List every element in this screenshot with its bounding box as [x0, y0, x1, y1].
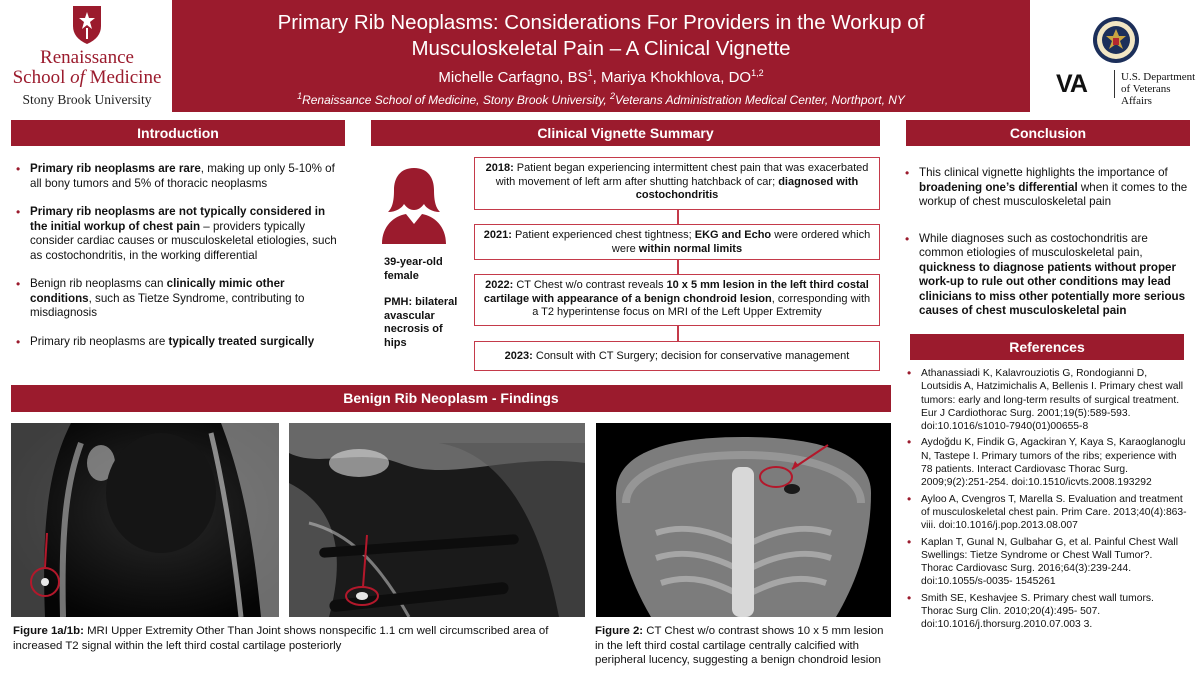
timeline-connector [677, 326, 679, 341]
intro-bullet-3: • Benign rib neoplasms can clinically mimic other conditions, such as Tietze Syndrome, contributing to misdiagnosis [14, 277, 344, 321]
affiliations: $^1$Renaissance School of Medicine, Stony Brook University, $^2$Veterans Administration Medical Center, Northport, NY [297, 91, 905, 107]
figure-1-caption: Figure 1a/1b: MRI Upper Extremity Other Than Joint shows nonspecific 1.1 cm well circumscribed area of increased T2 signal within the left third costal cartilage posteriorly [13, 625, 549, 652]
title-band [172, 0, 1030, 112]
va-seal-icon [1092, 16, 1140, 64]
logo-line-renaissance: Renaissance [40, 47, 134, 68]
timeline-2022: 2022: CT Chest w/o contrast reveals 10 x 5 mm lesion in the left third costal cartilage with appearance of a benign chondroid lesion, corresponding with a T2 hyperintense focus on MRI of the Left Upper Extremity [474, 274, 880, 326]
logo-line-university: Stony Brook University [22, 92, 152, 107]
conclusion-bullet-2: • While diagnoses such as costochondritis are common etiologies of musculoskeletal pain, quickness to diagnose patients without proper work-up to rule out other conditions may lead clinicians to miss other potentially more serious causes of chest musculoskeletal pain [903, 232, 1189, 319]
reference-item: • Ayloo A, Cvengros T, Marella S. Evaluation and treatment of musculoskeletal chest pain. Prim Care. 2013;40(4):863-viii. doi:10.1016/j.pop.2013.08.007 [905, 493, 1187, 533]
patient-pmh: PMH: bilateral avascular necrosis of hips [384, 296, 458, 349]
figure-2-ct-image [596, 423, 891, 617]
conclusion-heading: Conclusion [906, 120, 1190, 146]
figure-1b-mri-image [289, 423, 585, 617]
stony-brook-shield-icon [69, 4, 105, 46]
va-divider [1114, 70, 1115, 98]
patient-age: 39-year-old female [384, 256, 443, 282]
introduction-heading: Introduction [11, 120, 345, 146]
timeline-2018: 2018: Patient began experiencing intermittent chest pain that was exacerbated with movement of left arm after shutting hatchback of car; diagnosed with costochondritis [474, 157, 880, 210]
reference-item: • Smith SE, Keshavjee S. Primary chest wall tumors. Thorac Surg Clin. 2010;20(4):495- 507. doi:10.1016/j.thorsurg.2010.07.003 3. [905, 592, 1187, 632]
findings-heading: Benign Rib Neoplasm - Findings [11, 385, 891, 412]
renaissance-logo [8, 4, 166, 108]
logo-line-school: School of Medicine [12, 67, 162, 88]
references-list [905, 367, 1187, 632]
intro-bullet-1: • Primary rib neoplasms are rare, making up only 5-10% of all bony tumors and 5% of thoracic neoplasms [14, 162, 344, 191]
poster-title: Primary Rib Neoplasms: Considerations For Providers in the Workup of Musculoskeletal Pain – A Clinical Vignette [277, 11, 925, 60]
figure-2-caption: Figure 2: CT Chest w/o contrast shows 10 x 5 mm lesion in the left third costal cartilage centrally calcified with peripheral lucency, suggesting a benign chondroid lesion [595, 625, 884, 666]
conclusion-bullet-1: • This clinical vignette highlights the importance of broadening one’s differential when it comes to the workup of chest musculoskeletal pain [903, 166, 1189, 210]
intro-bullet-4: • Primary rib neoplasms are typically treated surgically [14, 335, 344, 350]
reference-item: • Kaplan T, Gunal N, Gulbahar G, et al. Painful Chest Wall Swellings: Tietze Syndrome or Chest Wall Tumor?. Thorac Cardiovasc Surg. 2016;64(3):239-244. doi:10.1055/s-0035- 1545261 [905, 536, 1187, 589]
timeline-2021: 2021: Patient experienced chest tightness; EKG and Echo were ordered which were within normal limits [474, 224, 880, 260]
reference-item: • Aydoğdu K, Findik G, Agackiran Y, Kaya S, Karaoglanoglu N, Tastepe I. Primary tumors of the ribs; experience with 78 patients. Interact Cardiovasc Thorac Surg. 2009;9(2):251-254. doi:10.1510/icvts.2008.193292 [905, 436, 1187, 489]
introduction-body [14, 162, 344, 349]
female-patient-icon [378, 164, 450, 244]
authors: Michelle Carfagno, $BS^1$, Mariya Khokhlova, DO$^{1,2}$ [438, 68, 764, 86]
intro-bullet-2: • Primary rib neoplasms are not typically considered in the initial workup of chest pain – providers typically consider cardiac causes or musculoskeletal etiologies, such as costochondritis, in the working differential [14, 205, 344, 263]
va-department: U.S. Department of Veterans Affairs [1121, 71, 1196, 107]
references-heading: References [910, 334, 1184, 360]
timeline-2023: 2023: Consult with CT Surgery; decision for conservative management [474, 341, 880, 371]
timeline-connector [677, 210, 679, 224]
poster-header [0, 0, 1200, 112]
reference-item: • Athanassiadi K, Kalavrouziotis G, Rondogianni D, Loutsidis A, Hatzimichalis A, Bellenis I. Primary chest wall tumors: early and long-term results of surgical treatment. Eur J Cardiothorac Surg. 2001;19(5):589-593. doi:10.1016/s1010-7940(01)00655-8 [905, 367, 1187, 433]
figure-1a-mri-image [11, 423, 279, 617]
va-logo [1034, 0, 1200, 112]
conclusion-body [903, 166, 1189, 319]
timeline-connector [677, 260, 679, 274]
va-wordmark: VA [1056, 70, 1087, 98]
vignette-heading: Clinical Vignette Summary [371, 120, 880, 146]
